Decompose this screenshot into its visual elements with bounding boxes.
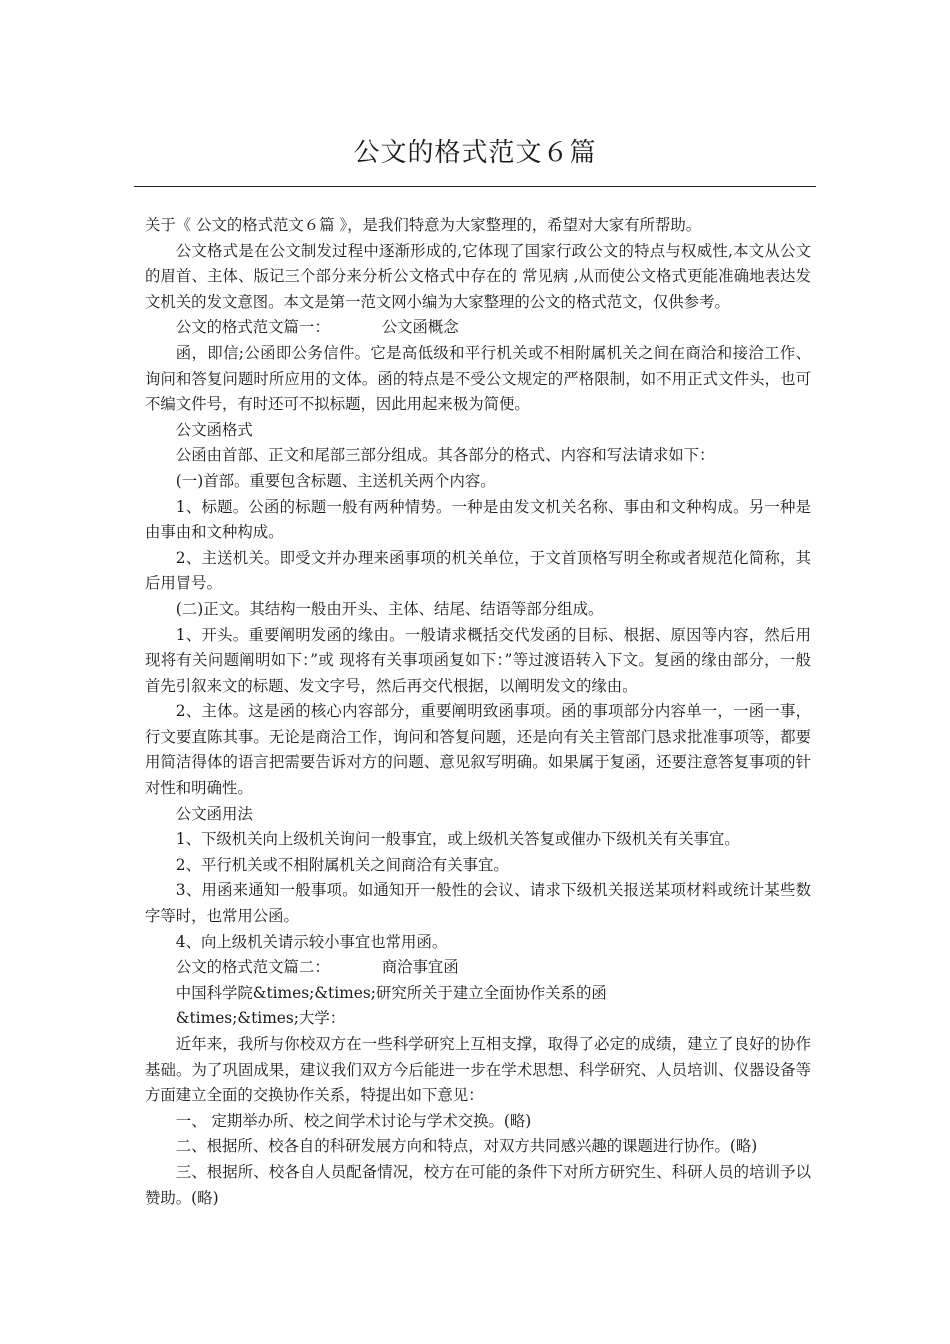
body-paragraph: 2、主送机关。即受文并办理来函事项的机关单位，于文首顶格写明全称或者规范化简称，其后用冒号。 [145,548,811,593]
body-paragraph: (一)首部。重要包含标题、主送机关两个内容。 [175,471,496,490]
document-title: 公文的格式范文６篇 [353,138,597,168]
document-body [145,213,811,1211]
subheading: 公文函用法 [175,804,253,823]
body-paragraph: (二)正文。其结构一般由开头、主体、结尾、结语等部分组成。 [175,599,604,618]
title-divider [134,186,816,187]
body-paragraph: 二、根据所、校各自的科研发展方向和特点，对双方共同感兴趣的课题进行协作。(略) [175,1137,758,1156]
body-paragraph: 公函由首部、正文和尾部三部分组成。其各部分的格式、内容和写法请求如下： [175,446,715,465]
body-paragraph: 1、开头。重要阐明发函的缘由。一般请求概括交代发函的目标、根据、原因等内容，然后用 现将有关问题阐明如下：”或 现将有关事项函复如下：”等过渡语转入下文。复函的缘由部分，一般首先引叙来文的标题、发文字号，然后再交代根据，以阐明发文的缘由。 [145,625,811,695]
body-paragraph: 近年来，我所与你校双方在一些科学研究上互相支撑，取得了必定的成绩，建立了良好的协作基础。为了巩固成果，建议我们双方今后能进一步在学术思想、科学研究、人员培训、仪器设备等方面建立全面的交换协作关系，特提出如下意见： [145,1035,811,1105]
section-heading-label: 公文的格式范文篇二： [175,958,330,977]
letter-title: 中国科学院&times;&times;研究所关于建立全面协作关系的函 [175,983,607,1002]
body-paragraph: 1、标题。公函的标题一般有两种情势。一种是由发文机关名称、事由和文种构成。另一种是由事由和文种构成。 [145,497,811,542]
body-paragraph: 一、 定期举办所、校之间学术讨论与学术交换。(略) [175,1111,532,1130]
body-paragraph: 2、平行机关或不相附属机关之间商洽有关事宜。 [175,855,509,874]
intro-paragraph: 关于《 公文的格式范文６篇 》，是我们特意为大家整理的，希望对大家有所帮助。 [145,216,702,234]
section-heading-two [145,955,811,981]
section-heading-one [145,315,811,341]
body-paragraph: 2、主体。这是函的核心内容部分，重要阐明致函事项。函的事项部分内容单一，一函一事，行文要直陈其事。无论是商洽工作，询问和答复问题，还是向有关主管部门恳求批准事项等，都要用简洁得体的语言把需要告诉对方的问题、意见叙写明确。如果属于复函，还要注意答复事项的针对性和明确性。 [145,702,811,798]
body-paragraph: 三、根据所、校各自人员配备情况，校方在可能的条件下对所方研究生、科研人员的培训予以赞助。(略) [145,1162,811,1207]
body-paragraph: 函，即信;公函即公务信件。它是高低级和平行机关或不相附属机关之间在商洽和接洽工作、询问和答复问题时所应用的文体。函的特点是不受公文规定的严格限制，如不用正式文件头，也可不编文件号，有时还可不拟标题，因此用起来极为简便。 [145,343,811,414]
body-paragraph: 4、向上级机关请示较小事宜也常用函。 [175,932,448,951]
letter-addressee: &times;&times;大学： [175,1009,346,1028]
section-heading-label: 公文的格式范文篇一： [175,318,330,337]
subheading: 公文函格式 [175,420,253,439]
body-paragraph: 公文格式是在公文制发过程中逐渐形成的,它体现了国家行政公文的特点与权威性,本文从公文的眉首、主体、版记三个部分来分析公文格式中存在的 常见病 ,从而使公文格式更能准确地表达发文机关的发文意图。本文是第一范文网小编为大家整理的公文的格式范文，仅供参考。 [145,241,811,311]
section-heading-topic: 商洽事宜函 [381,958,459,977]
body-paragraph: 3、用函来通知一般事项。如通知开一般性的会议、请求下级机关报送某项材料或统计某些数字等时，也常用公函。 [145,881,811,926]
body-paragraph: 1、下级机关向上级机关询问一般事宜，或上级机关答复或催办下级机关有关事宜。 [175,830,740,849]
section-heading-topic: 公文函概念 [381,318,459,337]
